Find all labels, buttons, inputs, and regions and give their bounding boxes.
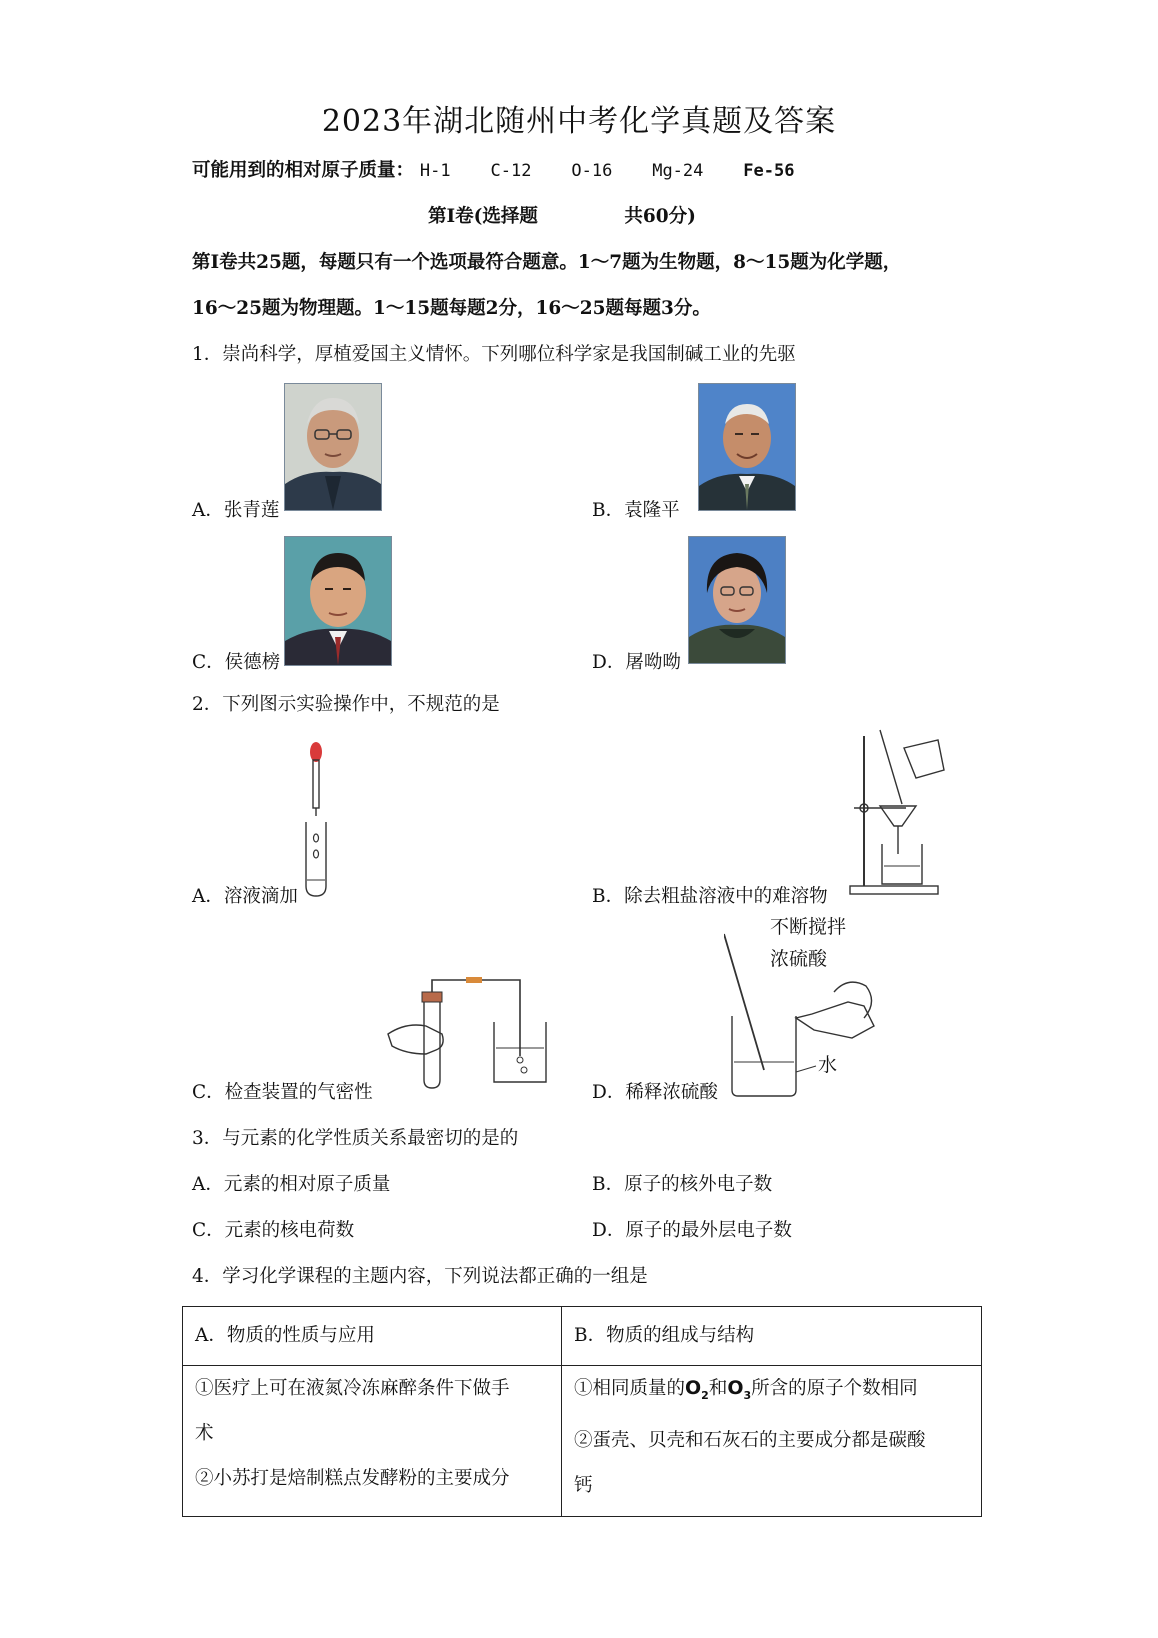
q1-option-d: D．屠呦呦 [592,652,681,673]
q4-a-item-2: ②小苏打是焙制糕点发酵粉的主要成分 [195,1468,510,1489]
portrait-hou-debang [284,536,392,666]
q4-a-item-1: ①医疗上可在液氮冷冻麻醉条件下做手 [195,1378,510,1399]
q4-b-item-1-and: 和 [708,1378,728,1399]
q4-b-body [562,1366,982,1517]
q4-a-item-1-cont: 术 [195,1423,214,1444]
q2-option-b: B．除去粗盐溶液中的难溶物 [592,886,828,907]
q4-b-item-1-pre: ①相同质量的 [574,1378,686,1399]
instruction-line-2: 16～25题为物理题。1～15题每题2分，16～25题每题3分。 [192,298,711,319]
q4-b-item-1-post: 所含的原子个数相同 [751,1378,918,1399]
page-title: 2023年湖北随州中考化学真题及答案 [321,104,837,139]
formula-o3-symbol: O [727,1377,744,1399]
q1-option-b: B．袁隆平 [592,500,680,521]
atomic-mass-h: H-1 [419,161,451,181]
portrait-yuan-longping [698,383,796,511]
filtration-stand-diagram [846,726,946,900]
q3-option-a: A．元素的相对原子质量 [192,1174,391,1195]
formula-o2-subscript: 2 [701,1388,709,1402]
q4-b-item-2-cont: 钙 [574,1474,593,1496]
q4-stem: 4．学习化学课程的主题内容，下列说法都正确的一组是 [192,1266,648,1287]
q3-stem: 3．与元素的化学性质关系最密切的是的 [192,1128,519,1149]
q3-option-d: D．原子的最外层电子数 [592,1220,792,1241]
atomic-mass-mg: Mg-24 [652,161,704,181]
q4-b-header: B．物质的组成与结构 [562,1307,982,1366]
formula-o2 [685,1377,709,1402]
q1-stem: 1．崇尚科学，厚植爱国主义情怀。下列哪位科学家是我国制碱工业的先驱 [192,344,796,365]
q3-option-c: C．元素的核电荷数 [192,1220,355,1241]
q2-option-a: A．溶液滴加 [192,886,298,907]
q2-option-c: C．检查装置的气密性 [192,1082,373,1103]
q2-option-d: D．稀释浓硫酸 [592,1082,718,1103]
q2-stem: 2．下列图示实验操作中，不规范的是 [192,694,500,715]
label-stir: 不断搅拌 [770,916,847,938]
formula-o2-symbol: O [685,1377,702,1399]
instruction-line-1: 第Ⅰ卷共25题，每题只有一个选项最符合题意。1～7题为生物题，8～15题为化学题， [192,252,902,273]
dropper-test-tube-diagram [296,740,336,900]
section-title-right: 共60分) [624,206,696,227]
portrait-zhang-qinglian [284,383,382,511]
q4-b-item-1 [574,1366,969,1418]
section-title [428,202,696,228]
atomic-mass-fe: Fe-56 [743,161,795,181]
airtightness-check-diagram [386,976,558,1090]
formula-o3-subscript: 3 [743,1388,752,1402]
q4-a-header: A．物质的性质与应用 [183,1307,562,1366]
q4-table [182,1306,982,1517]
acid-dilution-diagram [724,922,886,1098]
atomic-mass-c: C-12 [490,161,532,181]
q1-option-c: C．侯德榜 [192,652,281,673]
atomic-mass-line [192,156,794,182]
q4-a-body [183,1366,562,1517]
label-water: 水 [818,1054,838,1076]
atomic-mass-o: O-16 [571,161,613,181]
atomic-mass-label: 可能用到的相对原子质量： [192,160,415,181]
q1-option-a: A．张青莲 [192,500,280,521]
q3-option-b: B．原子的核外电子数 [592,1174,773,1195]
formula-o3 [727,1377,752,1402]
portrait-tu-youyou [688,536,786,664]
q4-b-item-2: ②蛋壳、贝壳和石灰石的主要成分都是碳酸 [574,1429,926,1451]
label-concentrated-sulfuric-acid: 浓硫酸 [770,948,828,970]
section-title-left: 第Ⅰ卷(选择题 [428,206,538,227]
